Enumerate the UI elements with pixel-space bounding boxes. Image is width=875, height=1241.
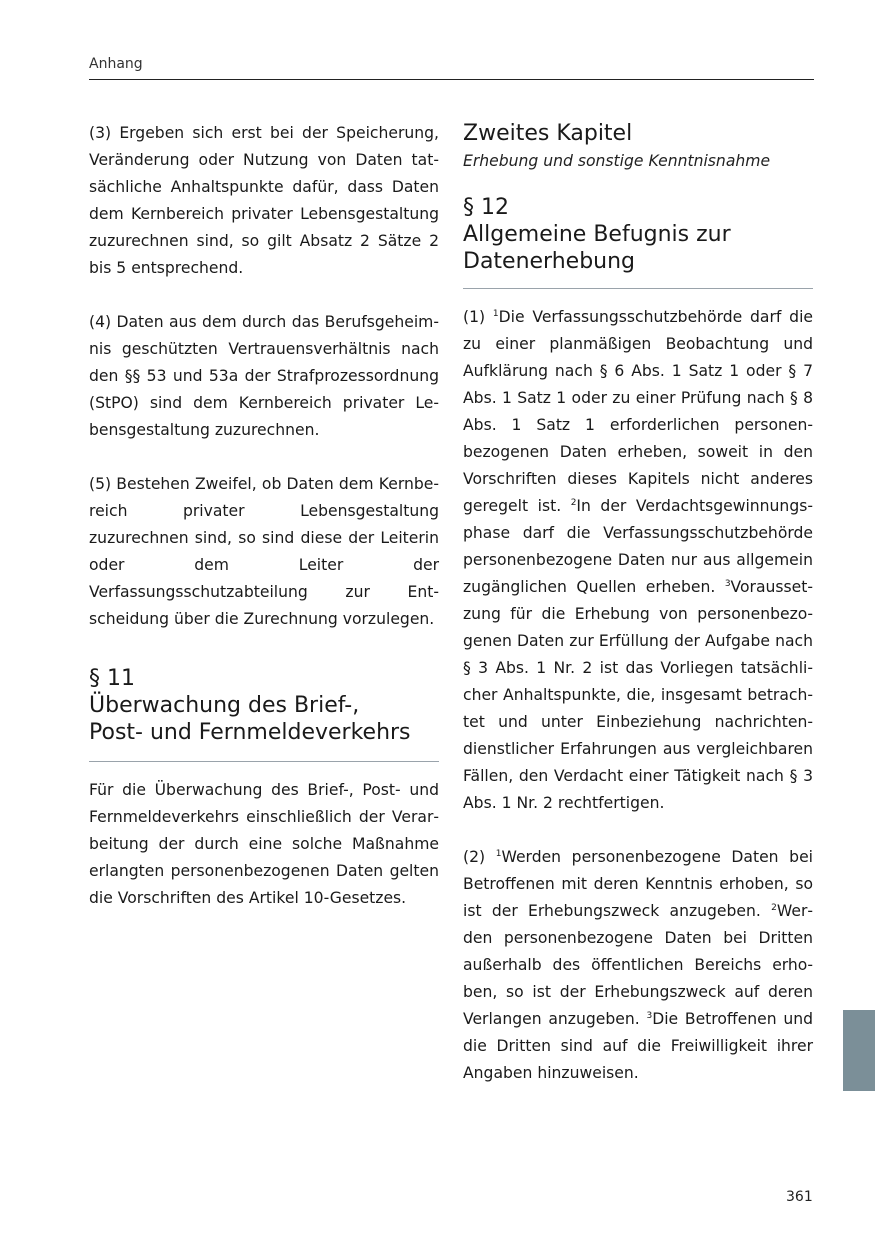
right-column [463,120,813,1087]
section-12-title-line1: Allgemeine Befugnis zur [463,222,731,247]
page-number: 361 [786,1189,813,1205]
section-12-number: § 12 [463,195,509,220]
section-12-paragraph-1 [463,304,813,817]
paragraph-2-sentence-2: Werden personenbezogene Daten bei Dritten außerhalb des öffentlichen Bereichs erhoben, so ist der Erhebungszweck auf deren Verlangen anzugeben. [463,902,813,1028]
paragraph-3: (3) Ergeben sich erst bei der Speicherung, Veränderung oder Nutzung von Daten tatsächliche Anhaltspunkte dafür, dass Daten dem Kernbereich privater Lebensgestaltung zuzurechnen sind, so gilt Absatz 2 Sätze 2 bis 5 entsprechend. [89,124,439,277]
chapter-title: Zweites Kapitel [463,121,633,146]
paragraph-2-sentence-1: Werden personenbezogene Daten bei Betroffenen mit deren Kenntnis erhoben, so ist der Erhebungszweck anzugeben. [463,848,814,920]
paragraph-1-lead: (1) [463,308,493,326]
paragraph-2-lead: (2) [463,848,496,866]
section-11-title-line1: Überwachung des Brief-, [89,693,360,718]
section-11-title-line2: Post- und Fernmeldeverkehrs [89,720,411,745]
left-column [89,120,439,912]
paragraph-5: (5) Bestehen Zweifel, ob Daten dem Kernbereich privater Lebensgestaltung zuzurechnen sind, so sind diese der Leiterin oder dem Leiter der Verfassungsschutzabteilung zur Entscheidung über die Zurechnung vorzulegen. [89,475,439,628]
header-rule [89,79,814,80]
section-12-title-line2: Datenerhebung [463,249,636,274]
paragraph-2-sentence-3: Die Betroffenen und die Dritten sind auf die Freiwilligkeit ihrer Angaben hinzuweisen. [463,1010,813,1082]
chapter-thumb-tab [843,1010,875,1091]
sentence-1-marker: 1 [492,309,499,319]
sentence-3-marker: 3 [724,579,731,589]
sentence-1-marker: 1 [495,849,502,859]
section-11-number: § 11 [89,666,135,691]
paragraph-1-sentence-3: Voraussetzung für die Erhebung von personenbezogenen Daten zur Erfüllung der Aufgabe nach § 3 Abs. 1 Nr. 2 ist das Vorliegen tatsächlicher Anhaltspunkte, die, insgesamt betrachtet und unter Einbeziehung nachrichtendienstlicher Erfahrungen aus vergleichbaren Fällen, den Verdacht einer Tätigkeit nach § 3 Abs. 1 Nr. 2 rechtfertigen. [463,578,813,812]
section-12-paragraph-2 [463,844,813,1087]
paragraph-1-sentence-1: Die Verfassungsschutzbehörde darf die zu einer planmäßigen Beobachtung und Aufklärung nach § 6 Abs. 1 Satz 1 oder § 7 Abs. 1 Satz 1 oder zu einer Prüfung nach § 8 Abs. 1 Satz 1 erforderlichen personenbezogenen Daten erheben, soweit in den Vorschriften dieses Kapitels nicht anderes geregelt ist. [463,308,813,515]
sentence-2-marker: 2 [771,903,777,913]
paragraph-4: (4) Daten aus dem durch das Berufsgeheimnis geschützten Vertrauensverhältnis nach den §§ 53 und 53a der Strafprozessordnung (StPO) sind dem Kernbereich privater Lebensgestaltung zuzurechnen. [89,313,439,439]
chapter-subtitle: Erhebung und sonstige Kenntnisnahme [463,152,771,170]
running-header: Anhang [89,56,143,72]
paragraph-1-sentence-2: In der Verdachtsgewinnungsphase darf die Verfassungsschutzbehörde personenbezogene Daten nur aus allgemein zugänglichen Quellen erheben. [463,497,813,596]
sentence-2-marker: 2 [570,498,577,508]
sentence-3-marker: 3 [646,1011,653,1021]
section-11-text: Für die Überwachung des Brief-, Post- und Fernmeldeverkehrs einschließlich der Verarbeitung der durch eine solche Maßnahme erlangten personenbezogenen Daten gelten die Vorschriften des Artikel 10-Gesetzes. [89,781,439,907]
